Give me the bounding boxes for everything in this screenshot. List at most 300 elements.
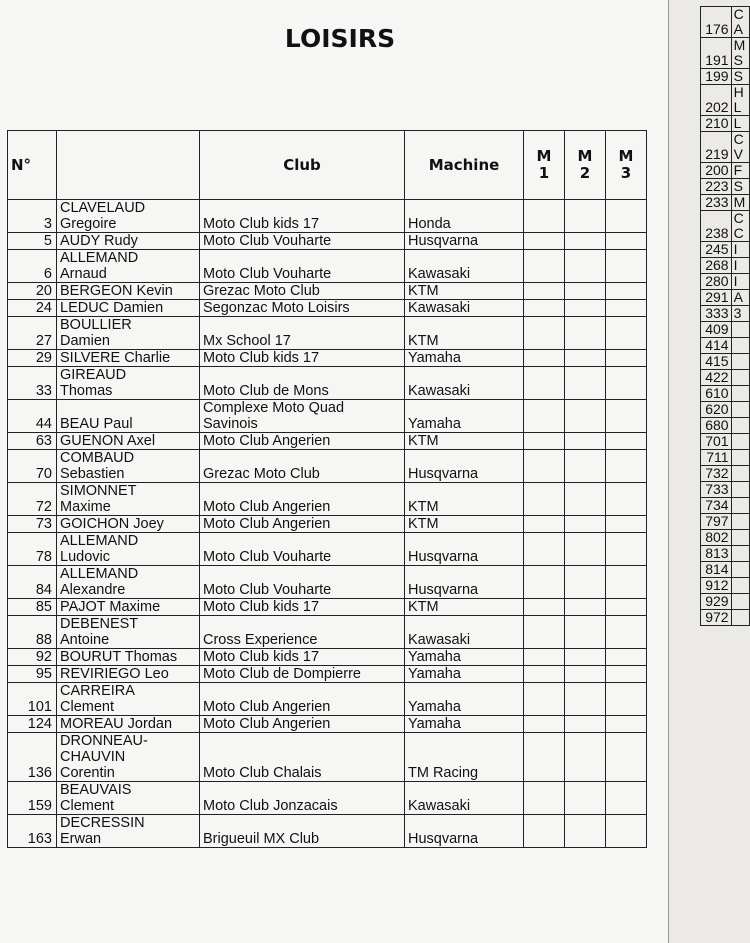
table-row <box>8 616 647 649</box>
table-row <box>8 200 647 233</box>
manche-3-cell <box>606 716 647 733</box>
adjacent-table-row <box>701 338 750 354</box>
rider-name: ALLEMAND Ludovic <box>57 533 200 566</box>
header-machine: Machine <box>405 131 524 200</box>
rider-name: LEDUC Damien <box>57 300 200 317</box>
manche-2-cell <box>565 317 606 350</box>
rider-machine: Kawasaki <box>405 782 524 815</box>
rider-name: COMBAUD Sebastien <box>57 450 200 483</box>
rider-number: 163 <box>8 815 57 848</box>
adjacent-rider-number: 701 <box>701 434 732 450</box>
table-row <box>8 666 647 683</box>
manche-3-cell <box>606 317 647 350</box>
rider-club: Moto Club Vouharte <box>200 533 405 566</box>
adjacent-rider-number: 802 <box>701 530 732 546</box>
manche-1-cell <box>524 566 565 599</box>
table-row <box>8 250 647 283</box>
manche-3-cell <box>606 815 647 848</box>
adjacent-rider-name-fragment <box>731 450 749 466</box>
manche-2-cell <box>565 433 606 450</box>
adjacent-rider-number: 620 <box>701 402 732 418</box>
rider-club: Brigueuil MX Club <box>200 815 405 848</box>
adjacent-rider-number: 711 <box>701 450 732 466</box>
rider-machine: Kawasaki <box>405 250 524 283</box>
rider-name: ALLEMAND Arnaud <box>57 250 200 283</box>
adjacent-rider-number: 732 <box>701 466 732 482</box>
adjacent-rider-name-fragment: C V <box>731 132 749 163</box>
rider-club: Moto Club kids 17 <box>200 599 405 616</box>
rider-machine: KTM <box>405 483 524 516</box>
adjacent-table-row <box>701 69 750 85</box>
rider-number: 72 <box>8 483 57 516</box>
adjacent-rider-name-fragment: A <box>731 290 749 306</box>
table-row <box>8 283 647 300</box>
manche-1-cell <box>524 200 565 233</box>
manche-2-cell <box>565 350 606 367</box>
rider-club: Moto Club Angerien <box>200 516 405 533</box>
manche-2-cell <box>565 233 606 250</box>
adjacent-table-row <box>701 450 750 466</box>
rider-club: Complexe Moto Quad Savinois <box>200 400 405 433</box>
adjacent-rider-name-fragment <box>731 402 749 418</box>
manche-3-cell <box>606 616 647 649</box>
adjacent-table-row <box>701 7 750 38</box>
rider-club: Moto Club Jonzacais <box>200 782 405 815</box>
rider-machine: Husqvarna <box>405 566 524 599</box>
adjacent-table-row <box>701 258 750 274</box>
table-row <box>8 433 647 450</box>
manche-3-cell <box>606 450 647 483</box>
adjacent-rider-number: 210 <box>701 116 732 132</box>
manche-2-cell <box>565 782 606 815</box>
table-row <box>8 317 647 350</box>
rider-number: 78 <box>8 533 57 566</box>
adjacent-rider-number: 280 <box>701 274 732 290</box>
adjacent-rider-name-fragment <box>731 418 749 434</box>
rider-machine: KTM <box>405 283 524 300</box>
rider-number: 92 <box>8 649 57 666</box>
manche-2-cell <box>565 533 606 566</box>
adjacent-rider-name-fragment <box>731 562 749 578</box>
rider-name: DEBENEST Antoine <box>57 616 200 649</box>
manche-3-cell <box>606 233 647 250</box>
adjacent-rider-number: 202 <box>701 85 732 116</box>
adjacent-rider-name-fragment: C C <box>731 211 749 242</box>
rider-club: Moto Club kids 17 <box>200 200 405 233</box>
rider-club: Moto Club Angerien <box>200 683 405 716</box>
rider-name: GIREAUD Thomas <box>57 367 200 400</box>
rider-club: Moto Club Angerien <box>200 483 405 516</box>
manche-3-cell <box>606 433 647 450</box>
rider-number: 3 <box>8 200 57 233</box>
table-row <box>8 815 647 848</box>
adjacent-rider-name-fragment: I <box>731 274 749 290</box>
manche-1-cell <box>524 599 565 616</box>
rider-club: Moto Club Angerien <box>200 716 405 733</box>
rider-club: Cross Experience <box>200 616 405 649</box>
adjacent-table-row <box>701 85 750 116</box>
manche-3-cell <box>606 733 647 782</box>
page-title: LOISIRS <box>284 24 396 53</box>
adjacent-table-row <box>701 116 750 132</box>
rider-number: 84 <box>8 566 57 599</box>
rider-number: 85 <box>8 599 57 616</box>
manche-2-cell <box>565 683 606 716</box>
rider-machine: Husqvarna <box>405 233 524 250</box>
manche-1-cell <box>524 400 565 433</box>
header-name <box>57 131 200 200</box>
adjacent-rider-number: 680 <box>701 418 732 434</box>
manche-1-cell <box>524 666 565 683</box>
rider-number: 73 <box>8 516 57 533</box>
rider-club: Grezac Moto Club <box>200 450 405 483</box>
manche-3-cell <box>606 400 647 433</box>
header-num: N° <box>8 131 57 200</box>
adjacent-rider-number: 610 <box>701 386 732 402</box>
manche-2-cell <box>565 716 606 733</box>
adjacent-rider-number: 422 <box>701 370 732 386</box>
adjacent-table-row <box>701 211 750 242</box>
manche-1-cell <box>524 516 565 533</box>
adjacent-rider-name-fragment <box>731 514 749 530</box>
adjacent-table-row <box>701 562 750 578</box>
adjacent-rider-number: 291 <box>701 290 732 306</box>
rider-club: Grezac Moto Club <box>200 283 405 300</box>
manche-2-cell <box>565 566 606 599</box>
rider-machine: Honda <box>405 200 524 233</box>
rider-machine: Yamaha <box>405 649 524 666</box>
rider-number: 44 <box>8 400 57 433</box>
adjacent-rider-name-fragment: M <box>731 195 749 211</box>
rider-machine: Yamaha <box>405 716 524 733</box>
adjacent-table-row <box>701 482 750 498</box>
adjacent-rider-name-fragment <box>731 530 749 546</box>
manche-2-cell <box>565 300 606 317</box>
table-row <box>8 683 647 716</box>
rider-name: GUENON Axel <box>57 433 200 450</box>
rider-number: 63 <box>8 433 57 450</box>
adjacent-rider-name-fragment <box>731 434 749 450</box>
adjacent-rider-number: 176 <box>701 7 732 38</box>
manche-2-cell <box>565 616 606 649</box>
rider-name: SILVERE Charlie <box>57 350 200 367</box>
manche-3-cell <box>606 300 647 317</box>
adjacent-table-row <box>701 530 750 546</box>
adjacent-table-row <box>701 594 750 610</box>
rider-name: CLAVELAUD Gregoire <box>57 200 200 233</box>
rider-name: DECRESSIN Erwan <box>57 815 200 848</box>
adjacent-rider-number: 733 <box>701 482 732 498</box>
manche-2-cell <box>565 483 606 516</box>
table-row <box>8 533 647 566</box>
manche-1-cell <box>524 533 565 566</box>
adjacent-rider-name-fragment <box>731 354 749 370</box>
adjacent-rider-number: 238 <box>701 211 732 242</box>
adjacent-rider-name-fragment <box>731 578 749 594</box>
adjacent-rider-name-fragment: L <box>731 116 749 132</box>
adjacent-rider-number: 200 <box>701 163 732 179</box>
table-row <box>8 350 647 367</box>
adjacent-table-row <box>701 38 750 69</box>
rider-number: 24 <box>8 300 57 317</box>
adjacent-table-row <box>701 195 750 211</box>
rider-club: Moto Club de Dompierre <box>200 666 405 683</box>
manche-1-cell <box>524 733 565 782</box>
rider-name: REVIRIEGO Leo <box>57 666 200 683</box>
manche-3-cell <box>606 599 647 616</box>
manche-3-cell <box>606 666 647 683</box>
adjacent-table-row <box>701 386 750 402</box>
manche-3-cell <box>606 782 647 815</box>
rider-name: BOULLIER Damien <box>57 317 200 350</box>
manche-2-cell <box>565 733 606 782</box>
rider-club: Moto Club Vouharte <box>200 566 405 599</box>
adjacent-table-row <box>701 466 750 482</box>
adjacent-table-row <box>701 498 750 514</box>
manche-3-cell <box>606 200 647 233</box>
adjacent-rider-name-fragment <box>731 466 749 482</box>
manche-1-cell <box>524 433 565 450</box>
table-body <box>8 200 647 848</box>
manche-1-cell <box>524 450 565 483</box>
adjacent-table-row <box>701 322 750 338</box>
adjacent-rider-name-fragment: I <box>731 258 749 274</box>
rider-number: 20 <box>8 283 57 300</box>
rider-number: 70 <box>8 450 57 483</box>
rider-machine: Yamaha <box>405 683 524 716</box>
manche-2-cell <box>565 649 606 666</box>
rider-number: 124 <box>8 716 57 733</box>
rider-machine: Husqvarna <box>405 533 524 566</box>
rider-name: PAJOT Maxime <box>57 599 200 616</box>
adjacent-rider-name-fragment: 3 <box>731 306 749 322</box>
table-row <box>8 233 647 250</box>
manche-3-cell <box>606 683 647 716</box>
manche-2-cell <box>565 599 606 616</box>
manche-2-cell <box>565 400 606 433</box>
rider-machine: Husqvarna <box>405 815 524 848</box>
adjacent-rider-number: 734 <box>701 498 732 514</box>
manche-1-cell <box>524 350 565 367</box>
adjacent-rider-name-fragment: H L <box>731 85 749 116</box>
adjacent-rider-name-fragment <box>731 482 749 498</box>
adjacent-table-row <box>701 610 750 626</box>
manche-2-cell <box>565 516 606 533</box>
rider-name: GOICHON Joey <box>57 516 200 533</box>
manche-2-cell <box>565 250 606 283</box>
adjacent-table-row <box>701 163 750 179</box>
adjacent-rider-name-fragment <box>731 322 749 338</box>
rider-machine: Kawasaki <box>405 367 524 400</box>
adjacent-table-row <box>701 418 750 434</box>
rider-name: BERGEON Kevin <box>57 283 200 300</box>
rider-machine: Husqvarna <box>405 450 524 483</box>
manche-2-cell <box>565 450 606 483</box>
table-row <box>8 782 647 815</box>
manche-2-cell <box>565 283 606 300</box>
rider-machine: KTM <box>405 317 524 350</box>
table-row <box>8 367 647 400</box>
adjacent-table-row <box>701 434 750 450</box>
adjacent-table-row <box>701 290 750 306</box>
header-m3: M 3 <box>606 131 647 200</box>
adjacent-rider-number: 797 <box>701 514 732 530</box>
rider-number: 29 <box>8 350 57 367</box>
adjacent-page-table <box>700 6 750 626</box>
table-row <box>8 300 647 317</box>
adjacent-table-row <box>701 546 750 562</box>
adjacent-rider-number: 929 <box>701 594 732 610</box>
rider-name: SIMONNET Maxime <box>57 483 200 516</box>
adjacent-table-row <box>701 370 750 386</box>
adjacent-rider-number: 409 <box>701 322 732 338</box>
rider-name: BEAU Paul <box>57 400 200 433</box>
adjacent-rider-name-fragment <box>731 338 749 354</box>
table-row <box>8 716 647 733</box>
header-m2: M 2 <box>565 131 606 200</box>
adjacent-rider-name-fragment: C A <box>731 7 749 38</box>
adjacent-table-row <box>701 402 750 418</box>
rider-number: 27 <box>8 317 57 350</box>
adjacent-table-body <box>701 7 750 626</box>
rider-number: 101 <box>8 683 57 716</box>
adjacent-table-row <box>701 242 750 258</box>
rider-machine: TM Racing <box>405 733 524 782</box>
table-row <box>8 566 647 599</box>
riders-table <box>7 130 647 848</box>
adjacent-rider-number: 219 <box>701 132 732 163</box>
manche-3-cell <box>606 350 647 367</box>
rider-machine: Kawasaki <box>405 616 524 649</box>
table-header-row <box>8 131 647 200</box>
table-row <box>8 516 647 533</box>
table-row <box>8 483 647 516</box>
rider-machine: KTM <box>405 599 524 616</box>
adjacent-table-row <box>701 354 750 370</box>
manche-3-cell <box>606 367 647 400</box>
adjacent-rider-name-fragment: S <box>731 69 749 85</box>
manche-2-cell <box>565 367 606 400</box>
manche-1-cell <box>524 716 565 733</box>
rider-name: BEAUVAIS Clement <box>57 782 200 815</box>
rider-number: 159 <box>8 782 57 815</box>
manche-1-cell <box>524 616 565 649</box>
rider-club: Moto Club Vouharte <box>200 250 405 283</box>
rider-name: AUDY Rudy <box>57 233 200 250</box>
header-club: Club <box>200 131 405 200</box>
table-row <box>8 649 647 666</box>
rider-club: Moto Club Vouharte <box>200 233 405 250</box>
adjacent-table-row <box>701 179 750 195</box>
rider-club: Moto Club de Mons <box>200 367 405 400</box>
rider-name: DRONNEAU- CHAUVIN Corentin <box>57 733 200 782</box>
adjacent-rider-name-fragment <box>731 546 749 562</box>
adjacent-rider-number: 233 <box>701 195 732 211</box>
rider-machine: Yamaha <box>405 350 524 367</box>
rider-machine: Yamaha <box>405 666 524 683</box>
manche-3-cell <box>606 649 647 666</box>
manche-3-cell <box>606 516 647 533</box>
adjacent-rider-name-fragment <box>731 610 749 626</box>
adjacent-rider-number: 912 <box>701 578 732 594</box>
manche-1-cell <box>524 300 565 317</box>
rider-machine: Kawasaki <box>405 300 524 317</box>
adjacent-rider-name-fragment: S <box>731 179 749 195</box>
manche-1-cell <box>524 815 565 848</box>
header-m1: M 1 <box>524 131 565 200</box>
rider-club: Moto Club Angerien <box>200 433 405 450</box>
rider-club: Moto Club kids 17 <box>200 350 405 367</box>
manche-2-cell <box>565 200 606 233</box>
manche-1-cell <box>524 782 565 815</box>
manche-1-cell <box>524 233 565 250</box>
adjacent-table-row <box>701 132 750 163</box>
manche-1-cell <box>524 649 565 666</box>
adjacent-rider-name-fragment <box>731 370 749 386</box>
manche-3-cell <box>606 250 647 283</box>
rider-name: CARREIRA Clement <box>57 683 200 716</box>
adjacent-rider-number: 814 <box>701 562 732 578</box>
adjacent-rider-name-fragment <box>731 498 749 514</box>
rider-club: Mx School 17 <box>200 317 405 350</box>
manche-3-cell <box>606 533 647 566</box>
manche-2-cell <box>565 666 606 683</box>
rider-number: 6 <box>8 250 57 283</box>
table-row <box>8 599 647 616</box>
adjacent-rider-number: 245 <box>701 242 732 258</box>
adjacent-table-row <box>701 578 750 594</box>
rider-machine: KTM <box>405 516 524 533</box>
rider-machine: Yamaha <box>405 400 524 433</box>
adjacent-rider-number: 199 <box>701 69 732 85</box>
adjacent-table-row <box>701 306 750 322</box>
adjacent-rider-number: 415 <box>701 354 732 370</box>
adjacent-rider-number: 972 <box>701 610 732 626</box>
rider-number: 136 <box>8 733 57 782</box>
manche-3-cell <box>606 283 647 300</box>
adjacent-rider-name-fragment <box>731 386 749 402</box>
table-row <box>8 400 647 433</box>
adjacent-rider-name-fragment: I <box>731 242 749 258</box>
rider-number: 5 <box>8 233 57 250</box>
manche-3-cell <box>606 483 647 516</box>
rider-number: 33 <box>8 367 57 400</box>
manche-1-cell <box>524 483 565 516</box>
rider-machine: KTM <box>405 433 524 450</box>
manche-2-cell <box>565 815 606 848</box>
manche-1-cell <box>524 367 565 400</box>
adjacent-rider-name-fragment <box>731 594 749 610</box>
adjacent-rider-number: 813 <box>701 546 732 562</box>
rider-club: Moto Club Chalais <box>200 733 405 782</box>
adjacent-rider-number: 223 <box>701 179 732 195</box>
manche-1-cell <box>524 317 565 350</box>
adjacent-rider-number: 414 <box>701 338 732 354</box>
rider-name: BOURUT Thomas <box>57 649 200 666</box>
rider-club: Moto Club kids 17 <box>200 649 405 666</box>
rider-name: MOREAU Jordan <box>57 716 200 733</box>
table-row <box>8 733 647 782</box>
rider-club: Segonzac Moto Loisirs <box>200 300 405 317</box>
table-row <box>8 450 647 483</box>
adjacent-rider-number: 191 <box>701 38 732 69</box>
adjacent-rider-name-fragment: F <box>731 163 749 179</box>
manche-1-cell <box>524 250 565 283</box>
adjacent-rider-name-fragment: M S <box>731 38 749 69</box>
manche-1-cell <box>524 683 565 716</box>
manche-1-cell <box>524 283 565 300</box>
adjacent-rider-number: 333 <box>701 306 732 322</box>
